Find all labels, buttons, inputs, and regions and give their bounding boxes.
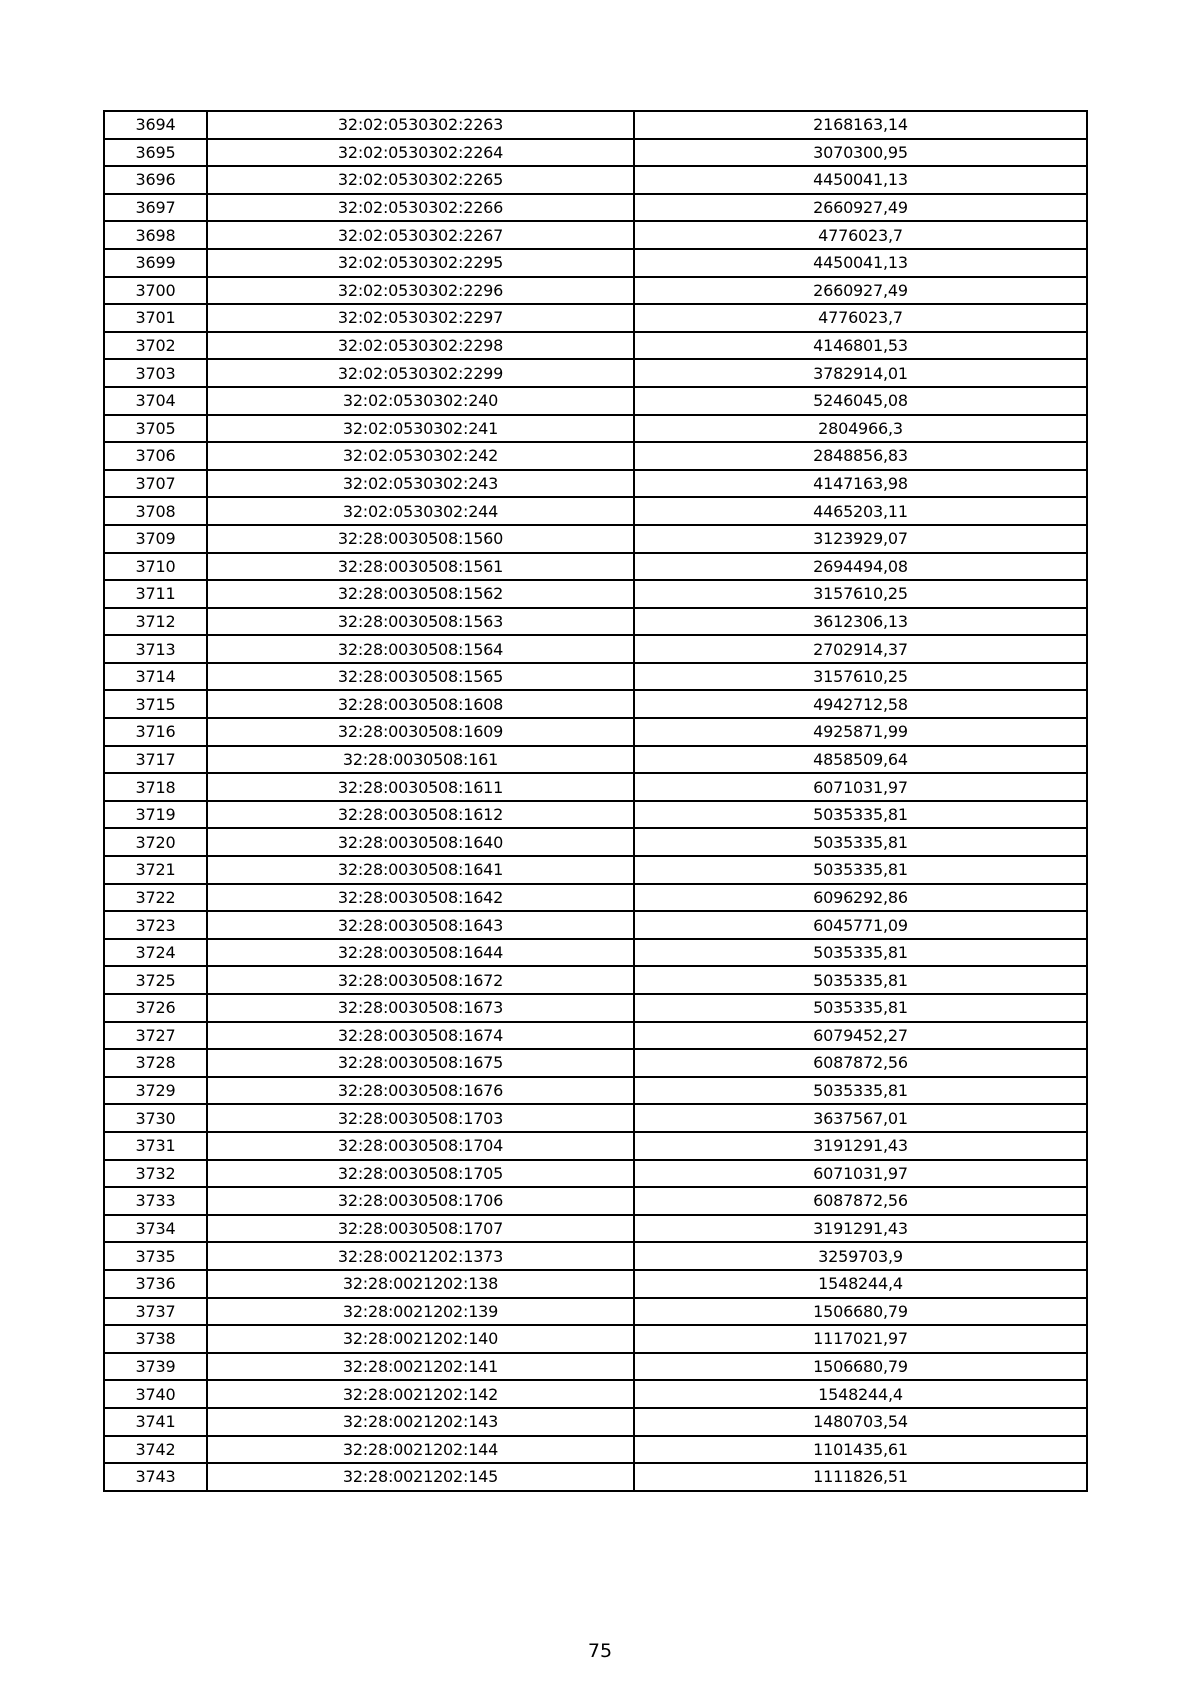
row-number-cell: 3729	[104, 1077, 207, 1105]
table-row	[104, 1187, 1087, 1215]
row-number-cell: 3719	[104, 801, 207, 829]
row-number-cell: 3713	[104, 635, 207, 663]
row-number-cell: 3733	[104, 1187, 207, 1215]
value-cell: 3637567,01	[634, 1104, 1087, 1132]
row-number-cell: 3723	[104, 911, 207, 939]
row-number-cell: 3694	[104, 111, 207, 139]
value-cell: 5035335,81	[634, 939, 1087, 967]
table-row	[104, 663, 1087, 691]
cadastral-number-cell: 32:28:0030508:1565	[207, 663, 634, 691]
table-row	[104, 939, 1087, 967]
row-number-cell: 3725	[104, 966, 207, 994]
table-row	[104, 470, 1087, 498]
cadastral-number-cell: 32:02:0530302:244	[207, 497, 634, 525]
row-number-cell: 3701	[104, 304, 207, 332]
value-cell: 4776023,7	[634, 221, 1087, 249]
value-cell: 5035335,81	[634, 801, 1087, 829]
cadastral-number-cell: 32:28:0030508:1676	[207, 1077, 634, 1105]
value-cell: 4942712,58	[634, 690, 1087, 718]
row-number-cell: 3706	[104, 442, 207, 470]
row-number-cell: 3718	[104, 773, 207, 801]
table-row	[104, 194, 1087, 222]
table-row	[104, 553, 1087, 581]
value-cell: 2702914,37	[634, 635, 1087, 663]
value-cell: 3123929,07	[634, 525, 1087, 553]
value-cell: 1506680,79	[634, 1298, 1087, 1326]
cadastral-number-cell: 32:28:0030508:1703	[207, 1104, 634, 1132]
value-cell: 6071031,97	[634, 773, 1087, 801]
table-row	[104, 359, 1087, 387]
table-row	[104, 1270, 1087, 1298]
row-number-cell: 3696	[104, 166, 207, 194]
table-row	[104, 497, 1087, 525]
value-cell: 2804966,3	[634, 415, 1087, 443]
value-cell: 6079452,27	[634, 1022, 1087, 1050]
row-number-cell: 3721	[104, 856, 207, 884]
cadastral-number-cell: 32:28:0030508:1608	[207, 690, 634, 718]
cadastral-number-cell: 32:28:0030508:1563	[207, 608, 634, 636]
row-number-cell: 3712	[104, 608, 207, 636]
row-number-cell: 3726	[104, 994, 207, 1022]
table-row	[104, 911, 1087, 939]
table-row	[104, 1242, 1087, 1270]
cadastral-number-cell: 32:28:0030508:1642	[207, 884, 634, 912]
table-row	[104, 1049, 1087, 1077]
row-number-cell: 3698	[104, 221, 207, 249]
cadastral-number-cell: 32:28:0030508:1672	[207, 966, 634, 994]
cadastral-number-cell: 32:02:0530302:2296	[207, 277, 634, 305]
cadastral-value-table	[103, 110, 1088, 1492]
value-cell: 4858509,64	[634, 746, 1087, 774]
value-cell: 3259703,9	[634, 1242, 1087, 1270]
cadastral-number-cell: 32:02:0530302:2295	[207, 249, 634, 277]
row-number-cell: 3716	[104, 718, 207, 746]
cadastral-number-cell: 32:28:0021202:1373	[207, 1242, 634, 1270]
table-row	[104, 332, 1087, 360]
row-number-cell: 3732	[104, 1160, 207, 1188]
cadastral-number-cell: 32:28:0030508:1707	[207, 1215, 634, 1243]
value-cell: 5246045,08	[634, 387, 1087, 415]
value-cell: 4925871,99	[634, 718, 1087, 746]
table-row	[104, 304, 1087, 332]
row-number-cell: 3697	[104, 194, 207, 222]
row-number-cell: 3710	[104, 553, 207, 581]
value-cell: 1480703,54	[634, 1408, 1087, 1436]
row-number-cell: 3727	[104, 1022, 207, 1050]
row-number-cell: 3735	[104, 1242, 207, 1270]
document-table-container	[103, 110, 1086, 1492]
value-cell: 3191291,43	[634, 1132, 1087, 1160]
value-cell: 3157610,25	[634, 663, 1087, 691]
table-row	[104, 1077, 1087, 1105]
value-cell: 6071031,97	[634, 1160, 1087, 1188]
table-row	[104, 1463, 1087, 1491]
table-row	[104, 856, 1087, 884]
value-cell: 4776023,7	[634, 304, 1087, 332]
value-cell: 6096292,86	[634, 884, 1087, 912]
value-cell: 5035335,81	[634, 966, 1087, 994]
row-number-cell: 3707	[104, 470, 207, 498]
table-row	[104, 221, 1087, 249]
row-number-cell: 3743	[104, 1463, 207, 1491]
value-cell: 1111826,51	[634, 1463, 1087, 1491]
table-row	[104, 884, 1087, 912]
row-number-cell: 3703	[104, 359, 207, 387]
cadastral-number-cell: 32:28:0030508:1643	[207, 911, 634, 939]
table-row	[104, 718, 1087, 746]
cadastral-number-cell: 32:02:0530302:2267	[207, 221, 634, 249]
row-number-cell: 3740	[104, 1380, 207, 1408]
cadastral-number-cell: 32:28:0030508:1675	[207, 1049, 634, 1077]
row-number-cell: 3711	[104, 580, 207, 608]
table-row	[104, 746, 1087, 774]
cadastral-number-cell: 32:02:0530302:2264	[207, 139, 634, 167]
row-number-cell: 3736	[104, 1270, 207, 1298]
table-row	[104, 277, 1087, 305]
value-cell: 4450041,13	[634, 249, 1087, 277]
cadastral-number-cell: 32:28:0030508:1564	[207, 635, 634, 663]
row-number-cell: 3700	[104, 277, 207, 305]
value-cell: 5035335,81	[634, 828, 1087, 856]
table-row	[104, 166, 1087, 194]
cadastral-number-cell: 32:02:0530302:240	[207, 387, 634, 415]
row-number-cell: 3728	[104, 1049, 207, 1077]
cadastral-number-cell: 32:28:0021202:144	[207, 1436, 634, 1464]
table-row	[104, 1298, 1087, 1326]
cadastral-number-cell: 32:28:0030508:1612	[207, 801, 634, 829]
table-row	[104, 773, 1087, 801]
cadastral-number-cell: 32:28:0021202:138	[207, 1270, 634, 1298]
value-cell: 4147163,98	[634, 470, 1087, 498]
cadastral-number-cell: 32:28:0030508:1674	[207, 1022, 634, 1050]
value-cell: 2848856,83	[634, 442, 1087, 470]
table-row	[104, 1215, 1087, 1243]
table-row	[104, 828, 1087, 856]
cadastral-number-cell: 32:28:0030508:1706	[207, 1187, 634, 1215]
cadastral-number-cell: 32:02:0530302:2263	[207, 111, 634, 139]
row-number-cell: 3717	[104, 746, 207, 774]
table-row	[104, 608, 1087, 636]
table-row	[104, 1022, 1087, 1050]
value-cell: 5035335,81	[634, 994, 1087, 1022]
cadastral-number-cell: 32:28:0030508:1704	[207, 1132, 634, 1160]
value-cell: 2660927,49	[634, 277, 1087, 305]
table-row	[104, 525, 1087, 553]
value-cell: 4465203,11	[634, 497, 1087, 525]
cadastral-number-cell: 32:28:0030508:1562	[207, 580, 634, 608]
value-cell: 4146801,53	[634, 332, 1087, 360]
row-number-cell: 3734	[104, 1215, 207, 1243]
table-row	[104, 111, 1087, 139]
cadastral-number-cell: 32:28:0030508:1705	[207, 1160, 634, 1188]
table-body	[104, 111, 1087, 1491]
row-number-cell: 3742	[104, 1436, 207, 1464]
value-cell: 2694494,08	[634, 553, 1087, 581]
row-number-cell: 3699	[104, 249, 207, 277]
table-row	[104, 387, 1087, 415]
cadastral-number-cell: 32:28:0021202:139	[207, 1298, 634, 1326]
table-row	[104, 1436, 1087, 1464]
table-row	[104, 1104, 1087, 1132]
value-cell: 3612306,13	[634, 608, 1087, 636]
table-row	[104, 249, 1087, 277]
cadastral-number-cell: 32:28:0030508:1673	[207, 994, 634, 1022]
table-row	[104, 690, 1087, 718]
cadastral-number-cell: 32:28:0021202:143	[207, 1408, 634, 1436]
cadastral-number-cell: 32:28:0030508:1561	[207, 553, 634, 581]
row-number-cell: 3722	[104, 884, 207, 912]
cadastral-number-cell: 32:28:0021202:141	[207, 1353, 634, 1381]
value-cell: 3157610,25	[634, 580, 1087, 608]
cadastral-number-cell: 32:28:0021202:142	[207, 1380, 634, 1408]
value-cell: 5035335,81	[634, 1077, 1087, 1105]
value-cell: 1506680,79	[634, 1353, 1087, 1381]
value-cell: 1548244,4	[634, 1270, 1087, 1298]
row-number-cell: 3738	[104, 1325, 207, 1353]
value-cell: 1101435,61	[634, 1436, 1087, 1464]
row-number-cell: 3741	[104, 1408, 207, 1436]
table-row	[104, 966, 1087, 994]
table-row	[104, 1408, 1087, 1436]
cadastral-number-cell: 32:02:0530302:2297	[207, 304, 634, 332]
cadastral-number-cell: 32:02:0530302:242	[207, 442, 634, 470]
row-number-cell: 3739	[104, 1353, 207, 1381]
row-number-cell: 3720	[104, 828, 207, 856]
row-number-cell: 3705	[104, 415, 207, 443]
table-row	[104, 801, 1087, 829]
cadastral-number-cell: 32:02:0530302:2266	[207, 194, 634, 222]
cadastral-number-cell: 32:28:0021202:140	[207, 1325, 634, 1353]
row-number-cell: 3709	[104, 525, 207, 553]
cadastral-number-cell: 32:02:0530302:2299	[207, 359, 634, 387]
value-cell: 6087872,56	[634, 1049, 1087, 1077]
cadastral-number-cell: 32:28:0021202:145	[207, 1463, 634, 1491]
value-cell: 2660927,49	[634, 194, 1087, 222]
row-number-cell: 3714	[104, 663, 207, 691]
value-cell: 1548244,4	[634, 1380, 1087, 1408]
table-row	[104, 415, 1087, 443]
value-cell: 6045771,09	[634, 911, 1087, 939]
value-cell: 1117021,97	[634, 1325, 1087, 1353]
value-cell: 4450041,13	[634, 166, 1087, 194]
row-number-cell: 3708	[104, 497, 207, 525]
cadastral-number-cell: 32:02:0530302:2298	[207, 332, 634, 360]
table-row	[104, 1325, 1087, 1353]
table-row	[104, 1132, 1087, 1160]
row-number-cell: 3702	[104, 332, 207, 360]
table-row	[104, 1160, 1087, 1188]
table-row	[104, 994, 1087, 1022]
value-cell: 3782914,01	[634, 359, 1087, 387]
cadastral-number-cell: 32:28:0030508:1560	[207, 525, 634, 553]
cadastral-number-cell: 32:28:0030508:1640	[207, 828, 634, 856]
value-cell: 2168163,14	[634, 111, 1087, 139]
table-row	[104, 580, 1087, 608]
cadastral-number-cell: 32:02:0530302:243	[207, 470, 634, 498]
value-cell: 3191291,43	[634, 1215, 1087, 1243]
table-row	[104, 635, 1087, 663]
table-row	[104, 442, 1087, 470]
row-number-cell: 3737	[104, 1298, 207, 1326]
row-number-cell: 3730	[104, 1104, 207, 1132]
value-cell: 5035335,81	[634, 856, 1087, 884]
cadastral-number-cell: 32:02:0530302:241	[207, 415, 634, 443]
row-number-cell: 3731	[104, 1132, 207, 1160]
table-row	[104, 139, 1087, 167]
row-number-cell: 3715	[104, 690, 207, 718]
cadastral-number-cell: 32:28:0030508:1641	[207, 856, 634, 884]
value-cell: 3070300,95	[634, 139, 1087, 167]
cadastral-number-cell: 32:28:0030508:161	[207, 746, 634, 774]
table-row	[104, 1353, 1087, 1381]
cadastral-number-cell: 32:28:0030508:1644	[207, 939, 634, 967]
page-number: 75	[587, 1640, 613, 1662]
cadastral-number-cell: 32:02:0530302:2265	[207, 166, 634, 194]
cadastral-number-cell: 32:28:0030508:1611	[207, 773, 634, 801]
table-row	[104, 1380, 1087, 1408]
row-number-cell: 3704	[104, 387, 207, 415]
value-cell: 6087872,56	[634, 1187, 1087, 1215]
cadastral-number-cell: 32:28:0030508:1609	[207, 718, 634, 746]
row-number-cell: 3724	[104, 939, 207, 967]
row-number-cell: 3695	[104, 139, 207, 167]
